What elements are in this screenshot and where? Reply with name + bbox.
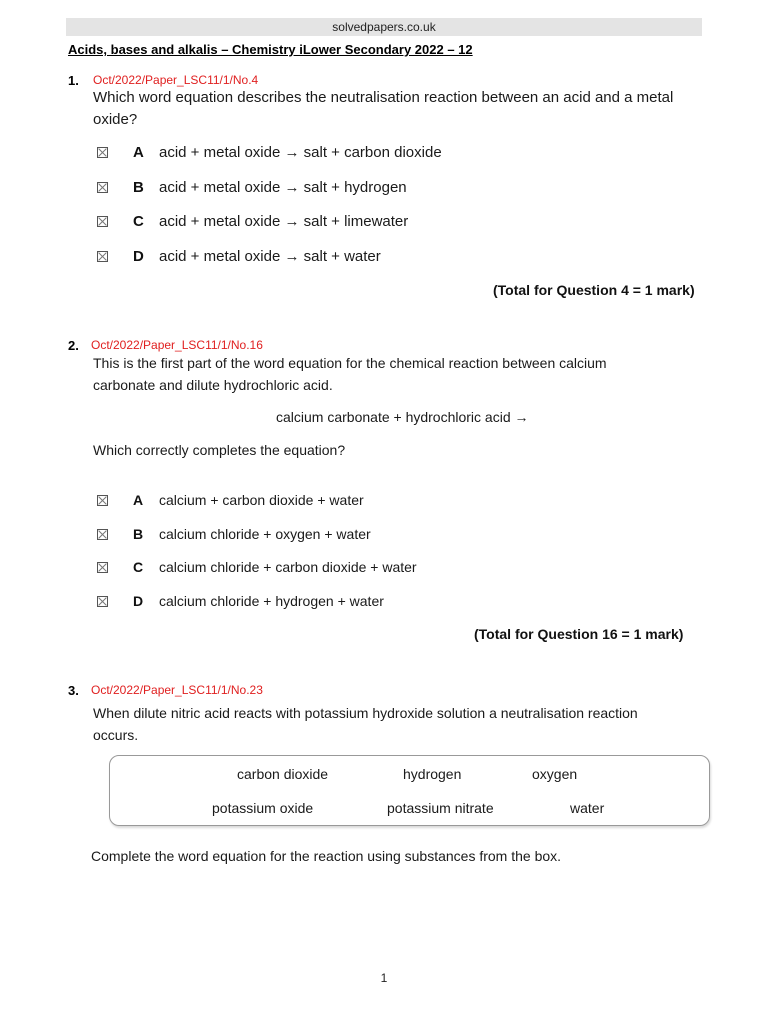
question-3-reference: Oct/2022/Paper_LSC11/1/No.23 xyxy=(91,683,263,697)
option-letter: D xyxy=(133,247,144,265)
option-text: calcium chloride + hydrogen + water xyxy=(159,593,384,609)
option-letter: A xyxy=(133,492,144,508)
question-3-instruction: Complete the word equation for the reaction using substances from the box. xyxy=(91,848,562,864)
question-2-equation: calcium carbonate + hydrochloric acid → xyxy=(276,409,529,425)
substance-word: water xyxy=(570,800,605,816)
substance-word: potassium oxide xyxy=(212,800,314,816)
option-text: acid + metal oxide → salt + limewater xyxy=(159,212,409,230)
question-2-option-d[interactable] xyxy=(97,591,384,611)
answer-checkbox[interactable] xyxy=(97,251,108,262)
option-text: calcium chloride + oxygen + water xyxy=(159,526,371,542)
question-2-text: This is the first part of the word equation for the chemical reaction between calcium carbonate and dilute hydrochloric acid. xyxy=(93,355,607,393)
option-letter: C xyxy=(133,559,144,575)
question-2-option-a[interactable] xyxy=(97,490,364,510)
question-2-total: (Total for Question 16 = 1 mark) xyxy=(474,626,684,642)
substance-word: hydrogen xyxy=(403,766,462,782)
question-1-option-d[interactable] xyxy=(97,246,381,266)
question-2-reference: Oct/2022/Paper_LSC11/1/No.16 xyxy=(91,338,263,352)
answer-checkbox[interactable] xyxy=(97,495,108,506)
document-title: Acids, bases and alkalis – Chemistry iLower Secondary 2022 – 12 xyxy=(68,42,473,57)
question-3-number: 3. xyxy=(68,683,79,698)
question-3-text: When dilute nitric acid reacts with potassium hydroxide solution a neutralisation reaction occurs. xyxy=(93,705,638,743)
substance-word: potassium nitrate xyxy=(387,800,494,816)
answer-checkbox[interactable] xyxy=(97,562,108,573)
answer-checkbox[interactable] xyxy=(97,147,108,158)
question-2-number: 2. xyxy=(68,338,79,353)
answer-checkbox[interactable] xyxy=(97,216,108,227)
site-header: solvedpapers.co.uk xyxy=(66,18,702,36)
answer-checkbox[interactable] xyxy=(97,182,108,193)
substance-word: oxygen xyxy=(532,766,578,782)
option-text: acid + metal oxide → salt + hydrogen xyxy=(159,178,407,196)
question-2-prompt: Which correctly completes the equation? xyxy=(93,442,346,458)
question-2-option-c[interactable] xyxy=(97,557,417,577)
substance-word: carbon dioxide xyxy=(237,766,329,782)
option-text: acid + metal oxide → salt + water xyxy=(159,247,381,265)
question-1-option-b[interactable] xyxy=(97,177,407,197)
answer-checkbox[interactable] xyxy=(97,596,108,607)
page-number: 1 xyxy=(380,971,388,985)
question-1-reference: Oct/2022/Paper_LSC11/1/No.4 xyxy=(93,73,259,87)
answer-checkbox[interactable] xyxy=(97,529,108,540)
option-letter: D xyxy=(133,593,144,609)
question-2-option-b[interactable] xyxy=(97,524,371,544)
option-text: calcium + carbon dioxide + water xyxy=(159,492,364,508)
question-1-total: (Total for Question 4 = 1 mark) xyxy=(493,282,695,298)
question-1-option-a[interactable] xyxy=(97,142,442,162)
question-1-text: Which word equation describes the neutralisation reaction between an acid and a metal oxide? xyxy=(93,89,674,128)
option-text: calcium chloride + carbon dioxide + water xyxy=(159,559,417,575)
option-letter: B xyxy=(133,178,144,196)
option-letter: A xyxy=(133,143,144,161)
option-letter: C xyxy=(133,212,144,230)
question-1-option-c[interactable] xyxy=(97,211,408,231)
question-1-number: 1. xyxy=(68,73,79,88)
option-letter: B xyxy=(133,526,144,542)
option-text: acid + metal oxide → salt + carbon dioxide xyxy=(159,143,442,161)
